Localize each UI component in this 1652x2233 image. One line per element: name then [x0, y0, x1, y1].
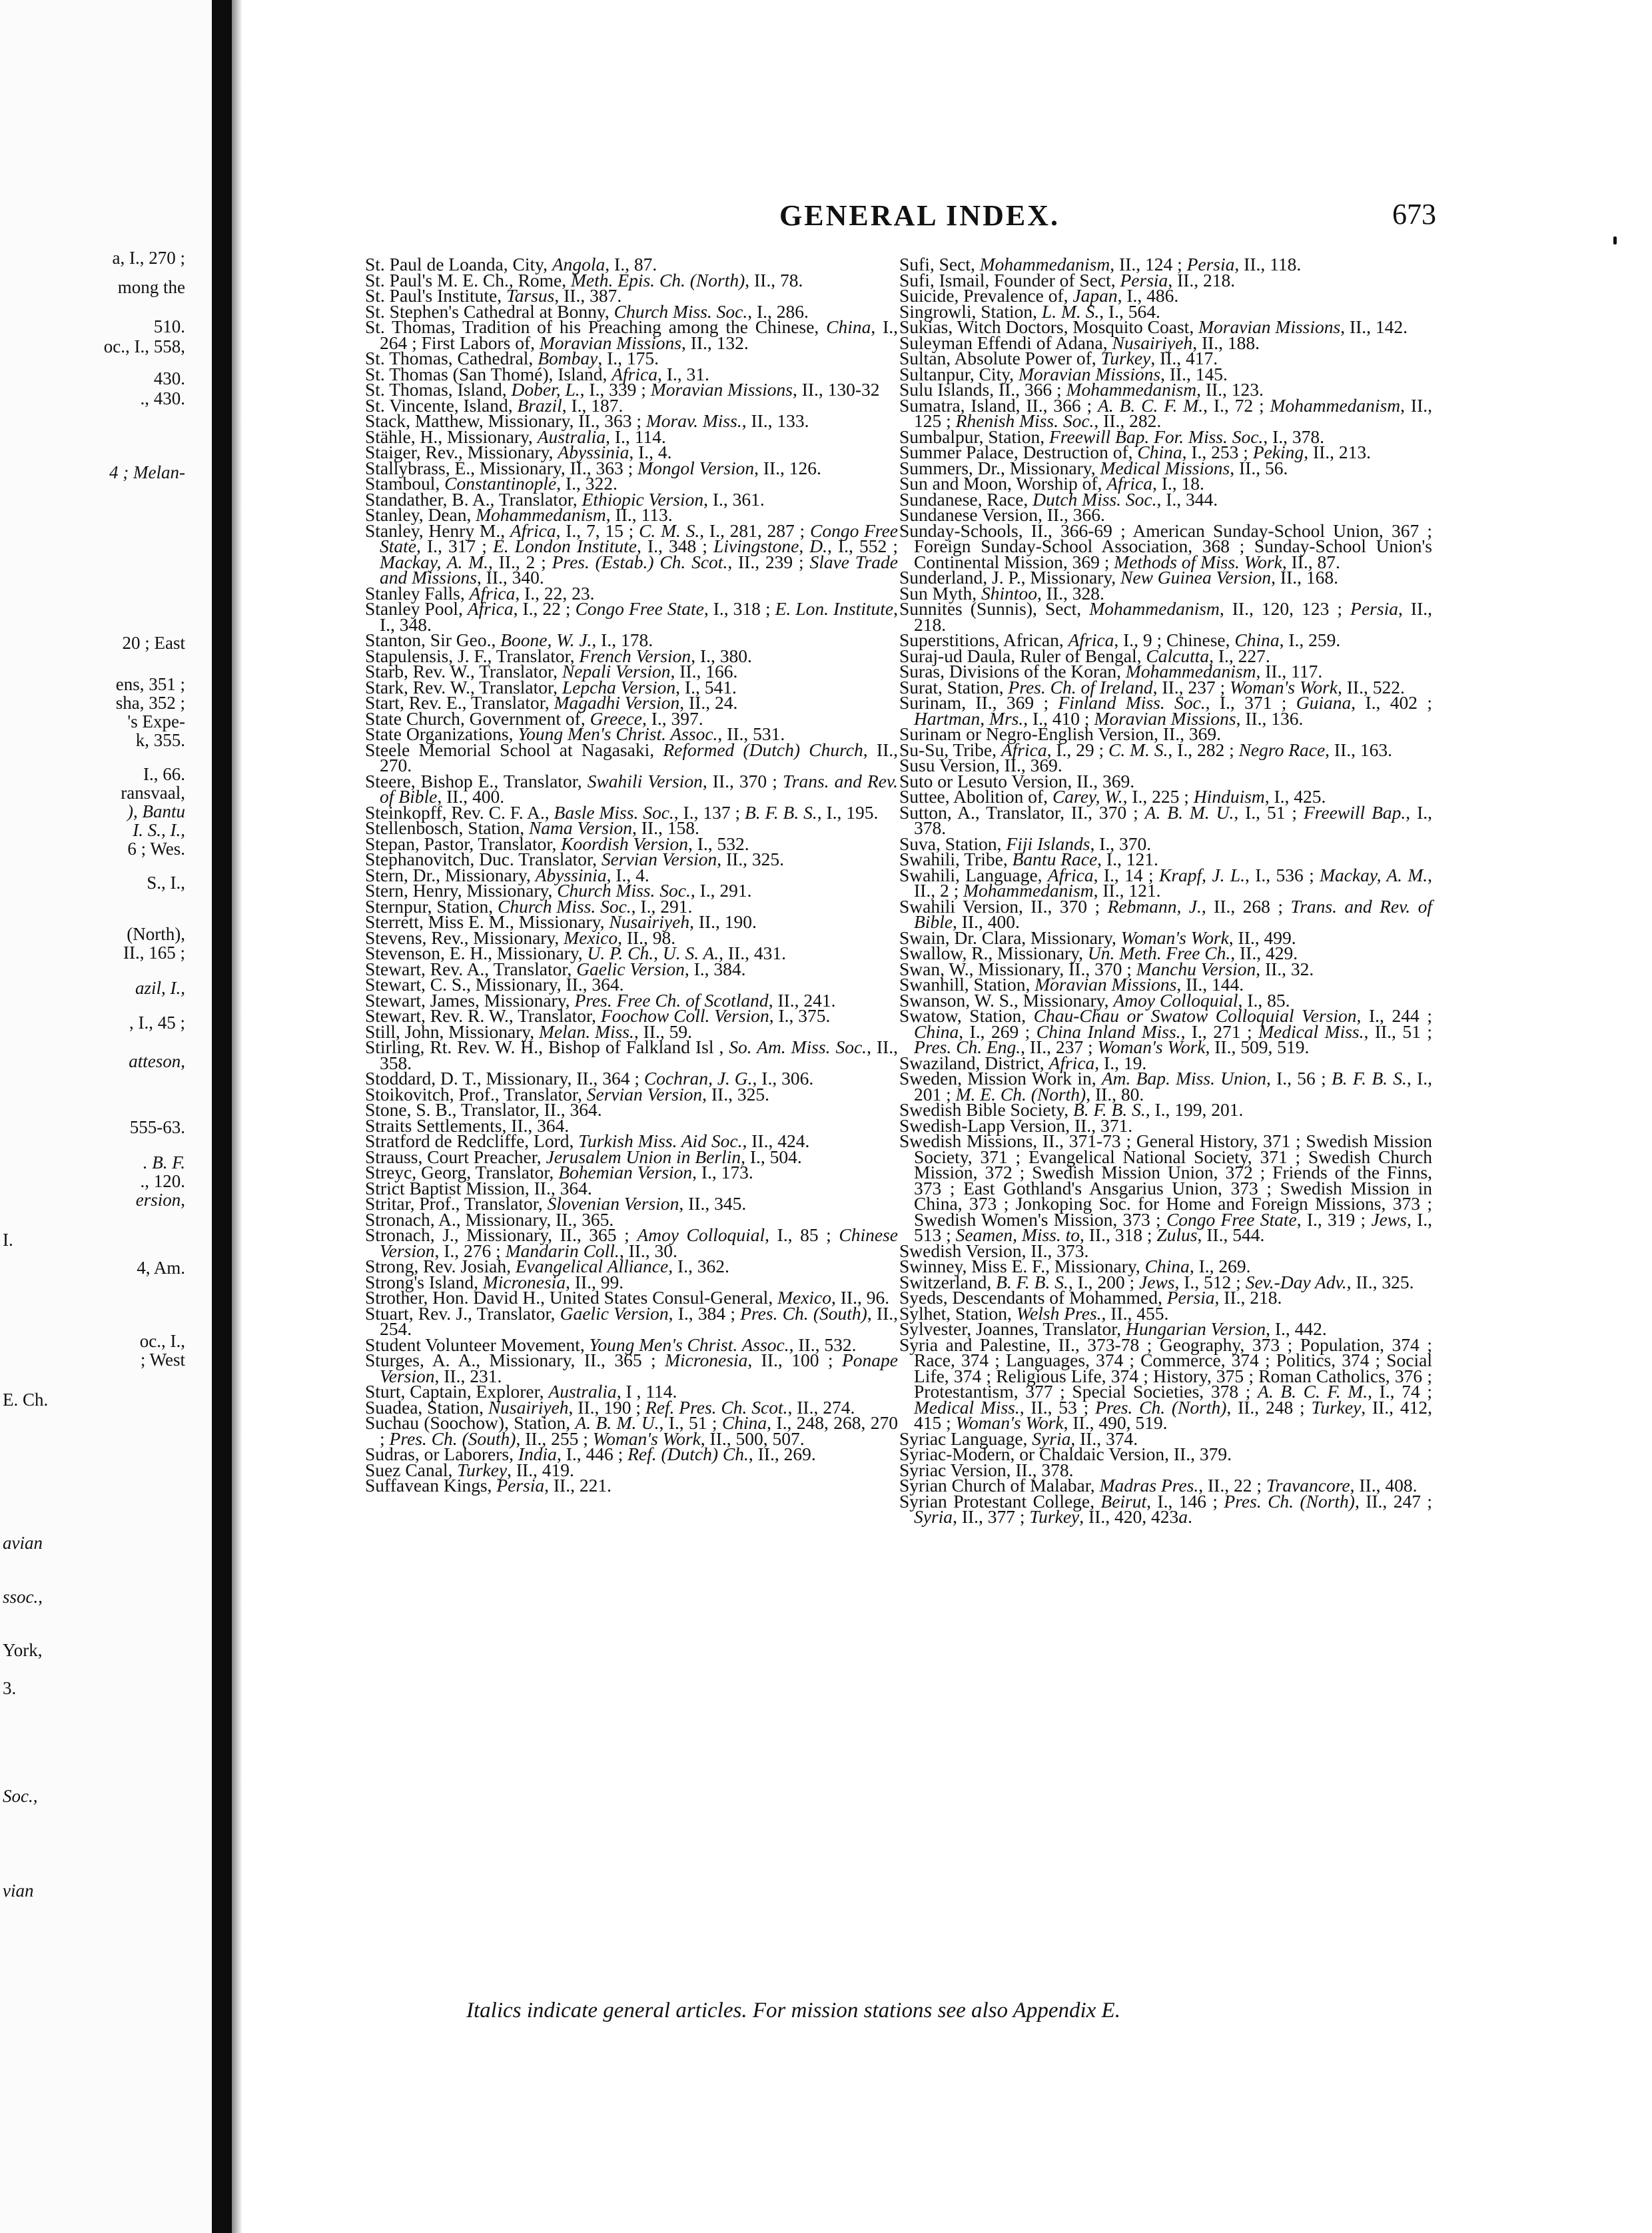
index-entry: Stark, Rev. W., Translator, Lepcha Version, I., 541.: [365, 676, 737, 697]
left-page-cropped-text: [0, 0, 212, 2233]
index-entry: Syrian Church of Malabar, Madras Pres., II., 22 ; Travancore, II., 408.: [899, 1475, 1418, 1496]
index-entry: Stoikovitch, Prof., Translator, Servian Version, II., 325.: [365, 1083, 769, 1105]
index-entry: Sudras, or Laborers, India, I., 446 ; Ref. (Dutch) Ch., II., 269.: [365, 1444, 816, 1464]
page-number: 673: [1392, 198, 1436, 230]
left-page-fragment: [0, 0, 212, 2233]
index-entry: Sun Myth, Shintoo, II., 328.: [899, 582, 1104, 604]
index-entry: Syriac Version, II., 378.: [899, 1459, 1074, 1480]
left-page-fragment-line: I., 66.: [143, 764, 185, 784]
index-entry: Stirling, Rt. Rev. W. H., Bishop of Falkland Isl , So. Am. Miss. Soc., II., 358.: [365, 1037, 898, 1073]
index-entry: Stellenbosch, Station, Nama Version, II., 158.: [365, 817, 699, 838]
index-entry: Sylvester, Joannes, Translator, Hungarian Version, I., 442.: [899, 1318, 1327, 1339]
index-entry: Stack, Matthew, Missionary, II., 363 ; Morav. Miss., II., 133.: [365, 410, 809, 431]
index-entry: Swaziland, District, Africa, I., 19.: [899, 1052, 1147, 1073]
index-entry: Stratford de Redcliffe, Lord, Turkish Miss. Aid Soc., II., 424.: [365, 1130, 810, 1151]
index-entry: Strong, Rev. Josiah, Evangelical Alliance, I., 362.: [365, 1256, 729, 1276]
left-page-fragment-line: atteson,: [129, 1051, 185, 1071]
index-entry: St. Thomas (San Thomé), Island, Africa, I., 31.: [365, 363, 709, 384]
index-entry: Stronach, J., Missionary, II., 365 ; Amoy Colloquial, I., 85 ; Chinese Version, I., 276 ; Mandarin Coll., II., 30.: [365, 1224, 898, 1261]
index-entry: Strauss, Court Preacher, Jerusalem Union in Berlin, I., 504.: [365, 1146, 802, 1167]
left-page-fragment-line: 4 ; Melan-: [109, 462, 185, 482]
left-page-fragment-line: (North),: [127, 924, 185, 944]
index-entry: St. Thomas, Tradition of his Preaching among the Chinese, China, I., 264 ; First Labors of, Moravian Missions, II., 132.: [365, 316, 898, 353]
index-entry: Straits Settlements, II., 364.: [365, 1115, 570, 1136]
index-entry: Surinam, II., 369 ; Finland Miss. Soc., I., 371 ; Guiana, I., 402 ; Hartman, Mrs., I., 410 ; Moravian Missions, II., 136.: [899, 692, 1432, 729]
gutter-shadow: [232, 0, 242, 2233]
index-entry: State Organizations, Young Men's Christ. Assoc., II., 531.: [365, 723, 785, 744]
index-entry: Stuart, Rev. J., Translator, Gaelic Version, I., 384 ; Pres. Ch. (South), II., 254.: [365, 1302, 898, 1339]
index-entry: Sultanpur, City, Moravian Missions, II., 145.: [899, 363, 1228, 384]
index-entry: Stewart, C. S., Missionary, II., 364.: [365, 974, 624, 995]
index-entry: Syeds, Descendants of Mohammed, Persia, II., 218.: [899, 1287, 1282, 1308]
index-entry: Swahili, Tribe, Bantu Race, I., 121.: [899, 849, 1158, 869]
left-page-fragment-line: E. Ch.: [3, 1390, 49, 1410]
book-gutter: [212, 0, 232, 2233]
left-page-fragment-line: I.: [3, 1230, 13, 1250]
index-entry: Superstitions, African, Africa, I., 9 ; Chinese, China, I., 259.: [899, 630, 1341, 650]
index-entry: Strother, Hon. David H., United States Consul-General, Mexico, II., 96.: [365, 1287, 890, 1308]
index-entry: Syria and Palestine, II., 373-78 ; Geography, 373 ; Population, 374 ; Race, 374 ; Languages, 374 ; Commerce, 374 ; Politics, 374 ; Social Life, 374 ; Religious Life, 374 ; History, 375 ; Roman Catholics, 376 ; Protestantism, 377 ; Special Societies, 378 ; A. B. C. F. M., I., 74 ; Medical Miss., II., 53 ; Pres. Ch. (North), II., 248 ; Turkey, II., 412, 415 ; Woman's Work, II., 490, 519.: [899, 1334, 1432, 1433]
left-page-fragment-line: ., 430.: [140, 388, 185, 408]
index-entry: Singrowli, Station, L. M. S., I., 564.: [899, 300, 1160, 322]
index-entry: Start, Rev. E., Translator, Magadhi Version, II., 24.: [365, 692, 738, 713]
index-entry: Sunday-Schools, II., 366-69 ; American Sunday-School Union, 367 ; Foreign Sunday-School Association, 368 ; Sunday-School Union's Continental Mission, 369 ; Methods of Miss. Work, II., 87.: [899, 520, 1432, 572]
index-entry: St. Paul de Loanda, City, Angola, I., 87.: [365, 254, 657, 274]
index-entry: Sun and Moon, Worship of, Africa, I., 18.: [899, 473, 1204, 494]
index-entry: Strong's Island, Micronesia, II., 99.: [365, 1271, 624, 1292]
index-entry: Stähle, H., Missionary, Australia, I., 114.: [365, 426, 666, 447]
left-page-fragment-line: ssoc.,: [3, 1587, 43, 1607]
index-entry: St. Vincente, Island, Brazil, I., 187.: [365, 394, 623, 416]
index-entry: Stevenson, E. H., Missionary, U. P. Ch., U. S. A., II., 431.: [365, 943, 786, 963]
index-entry: Stevens, Rev., Missionary, Mexico, II., 98.: [365, 927, 676, 948]
index-entry: Stanley Falls, Africa, I., 22, 23.: [365, 582, 595, 604]
index-entry: Sweden, Mission Work in, Am. Bap. Miss. Union, I., 56 ; B. F. B. S., I., 201 ; M. E. Ch. (North), II., 80.: [899, 1068, 1432, 1105]
index-entry: Steinkopff, Rev. C. F. A., Basle Miss. Soc., I., 137 ; B. F. B. S., I., 195.: [365, 801, 879, 823]
index-entry: Suraj-ud Daula, Ruler of Bengal, Calcutta, I., 227.: [899, 645, 1270, 666]
left-page-fragment-line: sha, 352 ;: [115, 693, 185, 713]
index-entry: Suleyman Effendi of Adana, Nusairiyeh, II., 188.: [899, 332, 1260, 353]
index-entry: Summers, Dr., Missionary, Medical Missions, II., 56.: [899, 457, 1288, 478]
index-entry: Stritar, Prof., Translator, Slovenian Version, II., 345.: [365, 1193, 747, 1214]
index-entry: Starb, Rev. W., Translator, Nepali Version, II., 166.: [365, 661, 738, 681]
index-entry: Sukias, Witch Doctors, Mosquito Coast, Moravian Missions, II., 142.: [899, 316, 1408, 337]
left-page-fragment-line: mong the: [117, 277, 185, 297]
left-page-fragment-line: a, I., 270 ;: [112, 248, 185, 268]
left-page-fragment-line: 430.: [153, 368, 185, 388]
left-page-fragment-line: azil, I.,: [135, 978, 185, 998]
index-entry: St. Paul's Institute, Tarsus, II., 387.: [365, 285, 622, 306]
left-page-fragment-line: Soc.,: [3, 1786, 38, 1806]
index-entry: Stoddard, D. T., Missionary, II., 364 ; Cochran, J. G., I., 306.: [365, 1068, 814, 1089]
left-page-fragment-line: ; West: [140, 1350, 185, 1370]
left-page-fragment-line: 510.: [153, 316, 185, 336]
index-entry: Suchau (Soochow), Station, A. B. M. U., I., 51 ; China, I., 248, 268, 270 ; Pres. Ch. (South), II., 255 ; Woman's Work, II., 500, 507.: [365, 1412, 898, 1449]
index-entry: Steere, Bishop E., Translator, Swahili Version, II., 370 ; Trans. and Rev. of Bible, II., 400.: [365, 770, 898, 807]
index-entry: Swahili, Language, Africa, I., 14 ; Krapf, J. L., I., 536 ; Mackay, A. M., II., 2 ; Mohammedanism, II., 121.: [899, 864, 1432, 901]
running-title: GENERAL INDEX.: [779, 199, 1060, 232]
left-page-fragment-line: ransvaal,: [121, 783, 185, 803]
index-entry: Su-Su, Tribe, Africa, I., 29 ; C. M. S., I., 282 ; Negro Race, II., 163.: [899, 739, 1392, 760]
left-page-fragment-line: oc., I., 558,: [103, 336, 185, 356]
index-entry: Stanley, Dean, Mohammedanism, II., 113.: [365, 504, 673, 525]
left-page-fragment-line: ens, 351 ;: [115, 674, 185, 694]
index-entry: Sylhet, Station, Welsh Pres., II., 455.: [899, 1302, 1169, 1324]
index-entry: Staiger, Rev., Missionary, Abyssinia, I., 4.: [365, 442, 672, 462]
edge-speck: [1613, 236, 1617, 244]
left-page-fragment-line: k, 355.: [135, 730, 185, 750]
index-entry: Sturges, A. A., Missionary, II., 365 ; Micronesia, II., 100 ; Ponape Version, II., 231.: [365, 1350, 898, 1386]
left-page-fragment-line: II., 165 ;: [123, 943, 185, 963]
index-entry: Standather, B. A., Translator, Ethiopic Version, I., 361.: [365, 488, 765, 510]
index-entry: Swanson, W. S., Missionary, Amoy Colloquial, I., 85.: [899, 989, 1290, 1011]
index-entry: Swedish Version, II., 373.: [899, 1240, 1089, 1261]
index-entry: Swinney, Miss E. F., Missionary, China, I., 269.: [899, 1256, 1251, 1276]
index-column-left: [365, 256, 898, 1494]
index-entry: State Church, Government of, Greece, I., 397.: [365, 707, 703, 729]
index-entry: Sultan, Absolute Power of, Turkey, II., 417.: [899, 348, 1218, 368]
index-entry: Stanley Pool, Africa, I., 22 ; Congo Free State, I., 318 ; E. Lon. Institute, I., 348.: [365, 598, 898, 635]
index-entry: St. Paul's M. E. Ch., Rome, Meth. Epis. Ch. (North), II., 78.: [365, 269, 803, 290]
index-entry: Surat, Station, Pres. Ch. of Ireland, II., 237 ; Woman's Work, II., 522.: [899, 676, 1405, 697]
index-entry: Strict Baptist Mission, II., 364.: [365, 1177, 592, 1198]
index-entry: Suto or Lesuto Version, II., 369.: [899, 770, 1135, 791]
index-entry: Suicide, Prevalence of, Japan, I., 486.: [899, 285, 1179, 306]
index-entry: Suez Canal, Turkey, II., 419.: [365, 1459, 574, 1480]
index-entry: Syriac Language, Syria, II., 374.: [899, 1428, 1138, 1449]
index-entry: Stronach, A., Missionary, II., 365.: [365, 1208, 614, 1230]
index-entry: Swedish-Lapp Version, II., 371.: [899, 1115, 1133, 1136]
index-entry: St. Thomas, Cathedral, Bombay, I., 175.: [365, 348, 659, 368]
index-entry: Sufi, Ismail, Founder of Sect, Persia, II., 218.: [899, 269, 1236, 290]
index-entry: Stanley, Henry M., Africa, I., 7, 15 ; C. M. S., I., 281, 287 ; Congo Free State, I., 317 ; E. London Institute, I., 348 ; Livingstone, D., I., 552 ; Mackay, A. M., II., 2 ; Pres. (Estab.) Ch. Scot., II., 239 ; Slave Trade and Missions, II., 340.: [365, 520, 898, 588]
left-page-fragment-line: 6 ; Wes.: [127, 839, 185, 859]
index-entry: Sundanese, Race, Dutch Miss. Soc., I., 344.: [899, 488, 1218, 510]
left-page-fragment-line: S., I.,: [147, 873, 185, 893]
index-entry: Swallow, R., Missionary, Un. Meth. Free Ch., II., 429.: [899, 943, 1298, 963]
index-entry: Stanton, Sir Geo., Boone, W. J., I., 178.: [365, 630, 653, 650]
index-entry: Sterrett, Miss E. M., Missionary, Nusairiyeh, II., 190.: [365, 911, 757, 932]
left-page-fragment-line: , I., 45 ;: [129, 1013, 185, 1033]
left-page-fragment-line: ersion,: [135, 1190, 185, 1210]
index-entry: Suadea, Station, Nusairiyeh, II., 190 ; Ref. Pres. Ch. Scot., II., 274.: [365, 1396, 855, 1418]
index-entry: Stewart, Rev. R. W., Translator, Foochow Coll. Version, I., 375.: [365, 1005, 831, 1026]
index-entry: Sumatra, Island, II., 366 ; A. B. C. F. M., I., 72 ; Mohammedanism, II., 125 ; Rhenish Miss. Soc., II., 282.: [899, 394, 1432, 431]
index-entry: Stapulensis, J. F., Translator, French Version, I., 380.: [365, 645, 752, 666]
left-page-fragment-line: vian: [3, 1881, 34, 1901]
left-page-fragment-line: 20 ; East: [122, 633, 185, 653]
left-page-fragment-line: I. S., I.,: [133, 820, 185, 840]
index-entry: Sumbalpur, Station, Freewill Bap. For. Miss. Soc., I., 378.: [899, 426, 1324, 447]
index-entry: Stepan, Pastor, Translator, Koordish Version, I., 532.: [365, 833, 749, 854]
index-entry: Sulu Islands, II., 366 ; Mohammedanism, II., 123.: [899, 379, 1264, 400]
index-entry: Swan, W., Missionary, II., 370 ; Manchu Version, II., 32.: [899, 958, 1314, 979]
index-entry: Syrian Protestant College, Beirut, I., 146 ; Pres. Ch. (North), II., 247 ; Syria, II., 377 ; Turkey, II., 420, 423a.: [899, 1490, 1432, 1527]
footer-note: Italics indicate general articles. For mission stations see also Appendix E.: [466, 1999, 1120, 2022]
left-page-fragment-line: . B. F.: [143, 1152, 185, 1172]
index-entry: Stamboul, Constantinople, I., 322.: [365, 473, 618, 494]
index-entry: Stewart, Rev. A., Translator, Gaelic Version, I., 384.: [365, 958, 746, 979]
index-entry: Sturt, Captain, Explorer, Australia, I , 114.: [365, 1381, 677, 1402]
index-entry: Stephanovitch, Duc. Translator, Servian Version, II., 325.: [365, 849, 785, 869]
index-entry: Sundanese Version, II., 366.: [899, 504, 1105, 525]
left-page-fragment-line: 3.: [3, 1678, 17, 1698]
left-page-fragment-line: oc., I.,: [139, 1331, 185, 1351]
index-entry: Sunderland, J. P., Missionary, New Guinea Version, II., 168.: [899, 567, 1338, 588]
left-page-fragment-line: York,: [3, 1640, 43, 1660]
index-entry: Surinam or Negro-English Version, II., 369.: [899, 723, 1221, 744]
index-entry: Swedish Missions, II., 371-73 ; General History, 371 ; Swedish Mission Society, 371 ; Evangelical National Society, 371 ; Swedish Church Mission, 372 ; Swedish Mission Union, 372 ; Friends of the Finns, 373 ; East Gothland's Ansgarius Union, 373 ; Swedish Mission in China, 373 ; Jonkoping Soc. for Home and Foreign Missions, 373 ; Swedish Women's Mission, 373 ; Congo Free State, I., 319 ; Jews, I., 513 ; Seamen, Miss. to, II., 318 ; Zulus, II., 544.: [899, 1130, 1432, 1245]
left-page-fragment-line: 555-63.: [129, 1117, 185, 1137]
index-entry: Suva, Station, Fiji Islands, I., 370.: [899, 833, 1152, 854]
index-entry: St. Thomas, Island, Dober, L., I., 339 ; Moravian Missions, II., 130-32: [365, 379, 880, 400]
index-entry: Summer Palace, Destruction of, China, I., 253 ; Peking, II., 213.: [899, 442, 1372, 462]
left-page-fragment-line: 's Expe-: [127, 711, 185, 731]
index-entry: St. Stephen's Cathedral at Bonny, Church Miss. Soc., I., 286.: [365, 300, 809, 322]
index-entry: Swain, Dr. Clara, Missionary, Woman's Work, II., 499.: [899, 927, 1296, 948]
index-entry: Swahili Version, II., 370 ; Rebmann, J., II., 268 ; Trans. and Rev. of Bible, II., 400.: [899, 895, 1432, 932]
index-entry: Steele Memorial School at Nagasaki, Reformed (Dutch) Church, II., 270.: [365, 739, 898, 775]
index-entry: Streyc, Georg, Translator, Bohemian Version, I., 173.: [365, 1162, 753, 1182]
left-page-fragment-line: ., 120.: [140, 1171, 185, 1191]
index-entry: Stern, Henry, Missionary, Church Miss. Soc., I., 291.: [365, 880, 752, 901]
index-entry: Stern, Dr., Missionary, Abyssinia, I., 4.: [365, 864, 649, 885]
index-entry: Still, John, Missionary, Melan. Miss., II., 59.: [365, 1021, 692, 1042]
index-entry: Syriac-Modern, or Chaldaic Version, II., 379.: [899, 1444, 1232, 1464]
index-entry: Student Volunteer Movement, Young Men's Christ. Assoc., II., 532.: [365, 1334, 857, 1355]
left-page-fragment-line: avian: [3, 1533, 43, 1553]
index-entry: Sternpur, Station, Church Miss. Soc., I., 291.: [365, 895, 693, 917]
index-entry: Swanhill, Station, Moravian Missions, II., 144.: [899, 974, 1244, 995]
index-entry: Suttee, Abolition of, Carey, W., I., 225 ; Hinduism, I., 425.: [899, 786, 1326, 807]
left-page-fragment-line: 4, Am.: [137, 1258, 185, 1278]
index-column-right: [899, 256, 1432, 1525]
index-entry: Susu Version, II., 369.: [899, 755, 1062, 775]
index-entry: Suras, Divisions of the Koran, Mohammedanism, II., 117.: [899, 661, 1323, 681]
index-entry: Stewart, James, Missionary, Pres. Free Ch. of Scotland, II., 241.: [365, 989, 836, 1011]
index-entry: Stallybrass, E., Missionary, II., 363 ; Mongol Version, II., 126.: [365, 457, 821, 478]
index-entry: Sunnites (Sunnis), Sect, Mohammedanism, II., 120, 123 ; Persia, II., 218.: [899, 598, 1432, 635]
index-entry: Swatow, Station, Chau-Chau or Swatow Colloquial Version, I., 244 ; China, I., 269 ; China Inland Miss., I., 271 ; Medical Miss., II., 51 ; Pres. Ch. Eng., II., 237 ; Woman's Work, II., 509, 519.: [899, 1005, 1432, 1057]
index-entry: Stone, S. B., Translator, II., 364.: [365, 1099, 602, 1120]
index-entry: Suffavean Kings, Persia, II., 221.: [365, 1475, 612, 1496]
index-entry: Sufi, Sect, Mohammedanism, II., 124 ; Persia, II., 118.: [899, 254, 1302, 274]
index-entry: Switzerland, B. F. B. S., I., 200 ; Jews, I., 512 ; Sev.-Day Adv., II., 325.: [899, 1271, 1414, 1292]
left-page-fragment-line: ), Bantu: [127, 801, 185, 821]
index-entry: Swedish Bible Society, B. F. B. S., I., 199, 201.: [899, 1099, 1244, 1120]
index-entry: Sutton, A., Translator, II., 370 ; A. B. M. U., I., 51 ; Freewill Bap., I., 378.: [899, 801, 1432, 838]
